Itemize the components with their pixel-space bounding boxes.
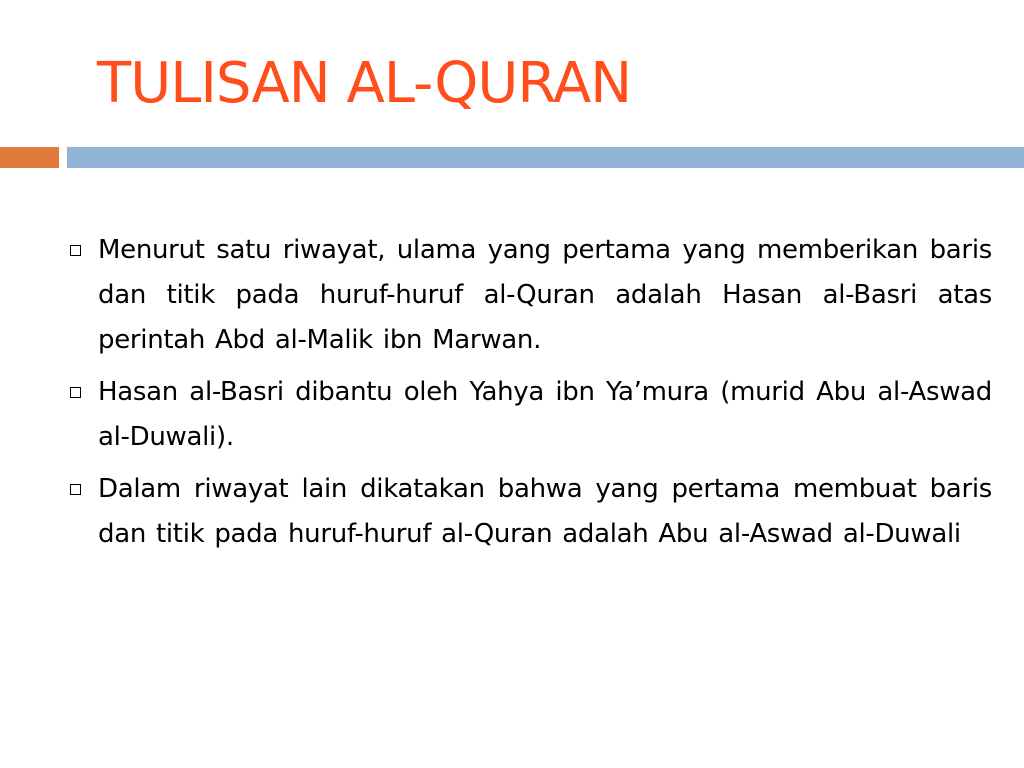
- bullet-item: [64, 228, 992, 363]
- bullet-list: [64, 228, 992, 564]
- bullet-text: Menurut satu riwayat, ulama yang pertama yang memberikan baris dan titik pada huruf-huruf al-Quran adalah Hasan al-Basri atas perintah Abd al-Malik ibn Marwan.: [98, 235, 992, 355]
- bullet-text: Hasan al-Basri dibantu oleh Yahya ibn Ya’mura (murid Abu al-Aswad al-Duwali).: [98, 377, 992, 452]
- bullet-text: Dalam riwayat lain dikatakan bahwa yang pertama membuat baris dan titik pada huruf-huruf al-Quran adalah Abu al-Aswad al-Duwali: [98, 474, 992, 549]
- square-bullet-icon: [70, 484, 81, 495]
- title-divider-orange: [0, 147, 59, 168]
- bullet-item: [64, 467, 992, 557]
- title-divider-blue: [67, 147, 1024, 168]
- bullet-item: [64, 370, 992, 460]
- square-bullet-icon: [70, 245, 81, 256]
- slide-title: TULISAN AL-QURAN: [97, 51, 632, 116]
- square-bullet-icon: [70, 387, 81, 398]
